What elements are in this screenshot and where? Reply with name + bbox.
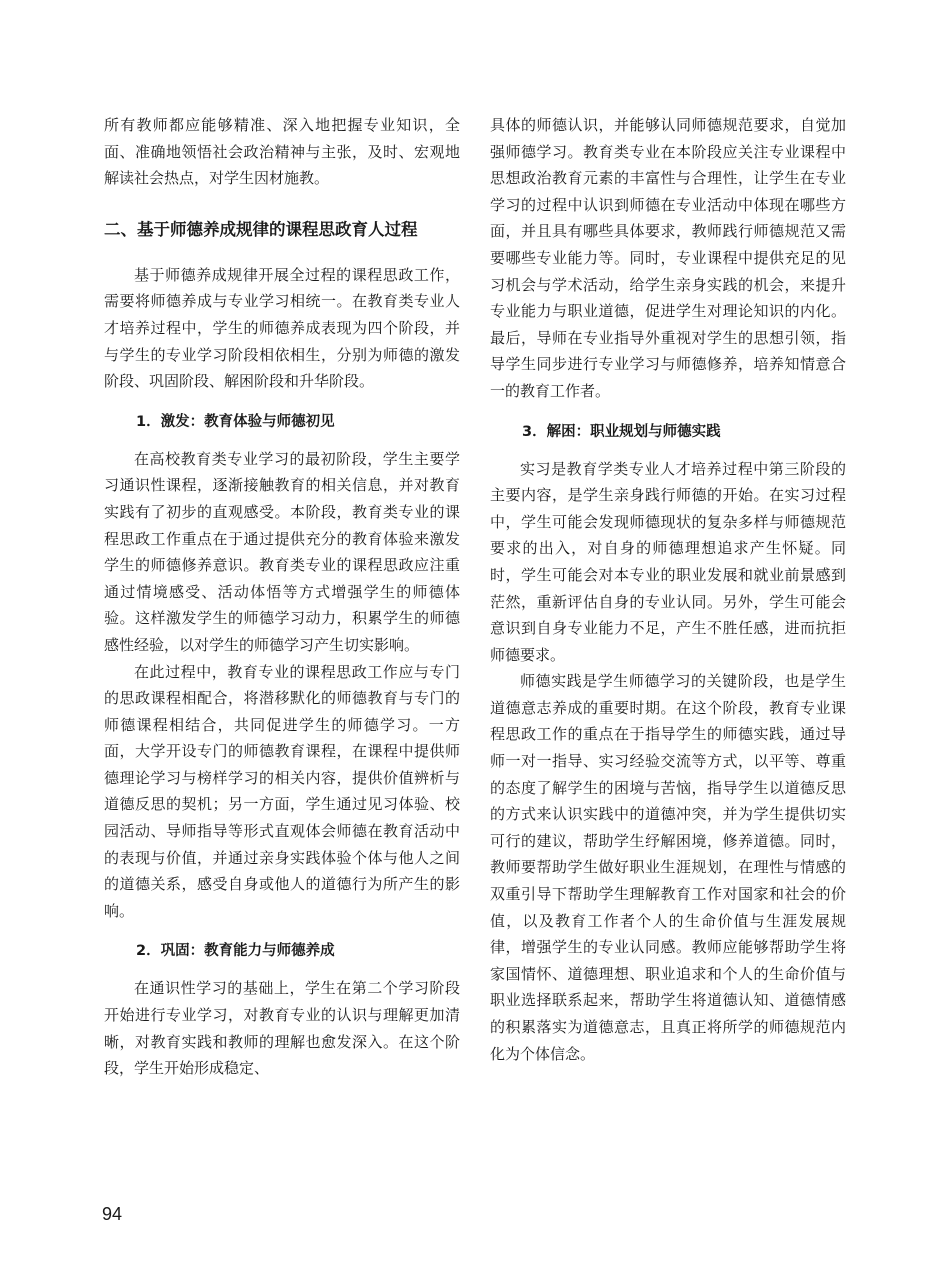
paragraph-stage-3-b: 师德实践是学生师德学习的关键阶段，也是学生道德意志养成的重要时期。在这个阶段，教育专业课程思政工作的重点在于指导学生的师德实践，通过导师一对一指导、实习经验交流等方式，以平等、尊重的态度了解学生的困境与苦恼，指导学生以道德反思的方式来认识实践中的道德冲突，并为学生提供切实可行的建议，帮助学生纾解困境，修养道德。同时，教师要帮助学生做好职业生涯规划，在理性与情感的双重引导下帮助学生理解教育工作对国家和社会的价值，以及教育工作者个人的生命价值与生涯发展规律，增强学生的专业认同感。教师应能够帮助学生将家国情怀、道德理想、职业追求和个人的生命价值与职业选择联系起来，帮助学生将道德认知、道德情感的积累落实为道德意志，且真正将所学的师德规范内化为个体信念。 bbox=[490, 672, 846, 1063]
paragraph-stage-2: 在通识性学习的基础上，学生在第二个学习阶段开始进行专业学习，对教育专业的认识与理解更加清晰，对教育实践和教师的理解也愈发深入。在这个阶段，学生开始形成稳定、 bbox=[104, 979, 460, 1078]
paragraph-stage-1-a: 在高校教育类专业学习的最初阶段，学生主要学习通识性课程，逐渐接触教育的相关信息，并对教育实践有了初步的直观感受。本阶段，教育类专业的课程思政工作重点在于通过提供充分的教育体验来激发学生的师德修养意识。教育类专业的课程思政应注重通过情境感受、活动体悟等方式增强学生的师德体验。这样激发学生的师德学习动力，积累学生的师德感性经验，以对学生的师德学习产生切实影响。 bbox=[104, 449, 460, 654]
paragraph-section-intro: 基于师德养成规律开展全过程的课程思政工作，需要将师德养成与专业学习相统一。在教育类专业人才培养过程中，学生的师德养成表现为四个阶段，并与学生的专业学习阶段相依相生，分别为师德的激发阶段、巩固阶段、解困阶段和升华阶段。 bbox=[104, 265, 460, 391]
subheading-stage-1: 1．激发：教育体验与师德初见 bbox=[136, 413, 335, 430]
subheading-stage-2: 2．巩固：教育能力与师德养成 bbox=[136, 943, 335, 960]
paragraph-stage-2-continued: 具体的师德认识，并能够认同师德规范要求，自觉加强师德学习。教育类专业在本阶段应关注专业课程中思想政治教育元素的丰富性与合理性，让学生在专业学习的过程中认识到师德在专业活动中体现在哪些方面，并且具有哪些具体要求，教师践行师德规范又需要哪些专业能力等。同时，专业课程中提供充足的见习机会与学术活动，给学生亲身实践的机会，来提升专业能力与职业道德，促进学生对理论知识的内化。最后，导师在专业指导外重视对学生的思想引领，指导学生同步进行专业学习与师德修养，培养知情意合一的教育工作者。 bbox=[490, 116, 846, 400]
page-number: 94 bbox=[102, 1204, 123, 1224]
left-column bbox=[104, 112, 460, 1082]
paragraph-intro-continued: 所有教师都应能够精准、深入地把握专业知识，全面、准确地领悟社会政治精神与主张，及时、宏观地解读社会热点，对学生因材施教。 bbox=[104, 116, 460, 188]
right-column bbox=[490, 112, 846, 1067]
subheading-stage-3: 3．解困：职业规划与师德实践 bbox=[522, 423, 721, 440]
paragraph-stage-1-b: 在此过程中，教育专业的课程思政工作应与专门的思政课程相配合，将潜移默化的师德教育与专门的师德课程相结合，共同促进学生的师德学习。一方面，大学开设专门的师德教育课程，在课程中提供师德理论学习与榜样学习的相关内容，提供价值辨析与道德反思的契机；另一方面，学生通过见习体验、校园活动、导师指导等形式直观体会师德在教育活动中的表现与价值，并通过亲身实践体验个体与他人之间的道德关系，感受自身或他人的道德行为所产生的影响。 bbox=[104, 662, 460, 920]
section-heading: 二、基于师德养成规律的课程思政育人过程 bbox=[104, 219, 418, 239]
paragraph-stage-3-a: 实习是教育学类专业人才培养过程中第三阶段的主要内容，是学生亲身践行师德的开始。在实习过程中，学生可能会发现师德现状的复杂多样与师德规范要求的出入，对自身的师德理想追求产生怀疑。同时，学生可能会对本专业的职业发展和就业前景感到茫然，重新评估自身的专业认同。另外，学生可能会意识到自身专业能力不足，产生不胜任感，进而抗拒师德要求。 bbox=[490, 459, 846, 664]
